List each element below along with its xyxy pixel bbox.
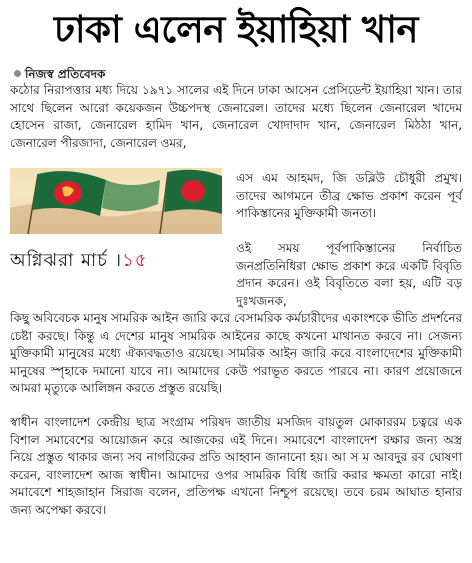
paragraph-statement: কিছু অবিবেচক মানুষ সামরিক আইন জারি করে বেসামরিক কর্মচারীদের একাংশকে ভীতি প্রদর্শনের চেষ্টা করছে। কিন্তু এ দেশের মানুষ সামরিক আইনের কাছে কখনো মাথানত করবে না। সেজন্য মুক্তিকামী মানুষের মধ্যে ঐক্যবদ্ধতাও রয়েছে। সামরিক আইন জারি করে বাংলাদেশের মুক্তিকামী মানুষের স্পৃহাকে দমানো যাবে না। আমাদের কেউ পরাভূত করতে পারবে না। কারণ প্রয়োজনে আমরা মৃত্যুকে আলিঙ্গন করতে প্রস্তুত রয়েছি।: [10, 311, 462, 396]
bangladesh-flags-illustration: [10, 168, 222, 234]
series-number: ১৫: [122, 250, 148, 271]
byline-text: নিজস্ব প্রতিবেদক: [25, 67, 106, 81]
paragraph-statement-start: ওই সময় পূর্বপাকিস্তানের নির্বাচিত জনপ্রতিনিধিরা ক্ষোভ প্রকাশ করে একটি বিবৃতি প্রদান করেন। ওই বিবৃতিতে বলা হয়, এটি বড় দুঃখজনক,: [236, 241, 462, 308]
byline: [14, 66, 105, 82]
bullet-dot-icon: [14, 70, 21, 77]
series-title: অগ্নিঝরা মার্চ ।: [10, 250, 123, 271]
headline: ঢাকা এলেন ইয়াহিয়া খান: [53, 8, 419, 51]
series-label: [10, 248, 232, 274]
paragraph-rally: স্বাধীন বাংলাদেশ কেন্দ্রীয় ছাত্র সংগ্রাম পরিষদ জাতীয় মসজিদ বায়তুল মোকাররম চত্বরে এক বিশাল সমাবেশের আয়োজন করে আজকের এই দিনে। সমাবেশে বাংলাদেশ রক্ষার জন্য অস্ত্র নিয়ে প্রস্তুত থাকার জন্য সব নাগরিকের প্রতি আহ্বান জানানো হয়। আ স ম আবদুর রব ঘোষণা করেন, বাংলাদেশ আজ স্বাধীন। আমাদের ওপর সামরিক বিধি জারি করার ক্ষমতা কারো নাই। সমাবেশে শাহজাহান সিরাজ বলেন, প্রতিপক্ষ এখনো নিশ্চুপ রয়েছে। তবে চরম আঘাত হানার জন্য অপেক্ষা করবে।: [10, 415, 462, 517]
paragraph-intro-continued: এস এম আহমদ, জি ডব্লিউ চৌধুরী প্রমুখ। তাদের আগমনে তীব্র ক্ষোভ প্রকাশ করেন পূর্ব পাকিস্তানের মুক্তিকামী জনতা।: [236, 171, 462, 221]
paragraph-intro: কঠোর নিরাপত্তার মধ্য দিয়ে ১৯৭১ সালের এই দিনে ঢাকা আসেন প্রেসিডেন্ট ইয়াহিয়া খান। তার সাথে ছিলেন আরো কয়েকজন উচ্চপদস্থ জেনারেল। তাদের মধ্যে ছিলেন জেনারেল খাদেম হোসেন রাজা, জেনারেল হামিদ খান, জেনারেল খোদাদাদ খান, জেনারেল মিঠঠা খান, জেনারেল পীরজাদা, জেনারেল ওমর,: [10, 83, 462, 150]
flag-photo: [10, 168, 222, 234]
